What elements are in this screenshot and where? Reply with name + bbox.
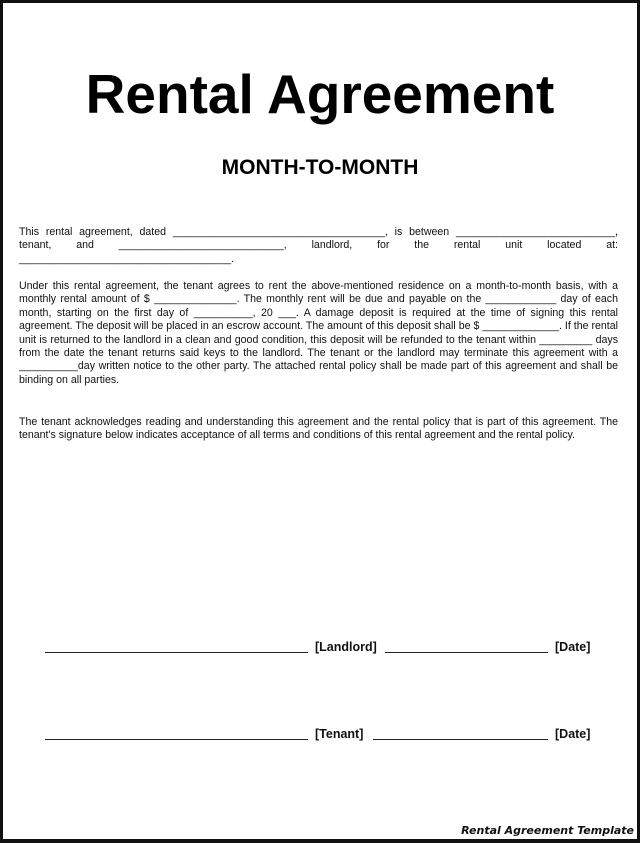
tenant-label: [Tenant] [315, 727, 364, 741]
tenant-date-label: [Date] [555, 727, 591, 741]
tenant-signature-line[interactable] [45, 739, 308, 740]
landlord-date-line[interactable] [385, 652, 548, 653]
intro-paragraph: This rental agreement, dated ____________________________________, is between ___________________________, tenant, and ____________________________, landlord, for the rental unit located at: ____________________________________. [19, 226, 618, 265]
landlord-label: [Landlord] [315, 640, 377, 654]
tenant-date-line[interactable] [373, 739, 548, 740]
landlord-signature-row [45, 640, 593, 660]
acknowledgement-paragraph: The tenant acknowledges reading and understanding this agreement and the rental policy that is part of this agreement. The tenant's signature below indicates acceptance of all terms and conditions of this rental agreement and the rental policy. [19, 416, 618, 442]
tenant-signature-row [45, 727, 593, 747]
footer-caption: Rental Agreement Template [461, 824, 634, 837]
document-subtitle: MONTH-TO-MONTH [221, 156, 419, 179]
document-title: Rental Agreement [85, 63, 555, 125]
terms-paragraph: Under this rental agreement, the tenant agrees to rent the above-mentioned residence on a month-to-month basis, with a monthly rental amount of $ ______________. The monthly rent will be due and payable on the ____________ day of each month, starting on the first day of __________, 20 ___. A damage deposit is required at the time of signing this rental agreement. The deposit will be placed in an escrow account. The amount of this deposit shall be $ _____________. If the rental unit is returned to the landlord in a clean and good condition, this deposit will be refunded to the tenant within _________ days from the date the tenant returns said keys to the landlord. The tenant or the landlord may terminate this agreement with a __________day written notice to the other party. The attached rental policy shall be made part of this agreement and shall be binding on all parties. [19, 280, 618, 386]
landlord-date-label: [Date] [555, 640, 591, 654]
landlord-signature-line[interactable] [45, 652, 308, 653]
